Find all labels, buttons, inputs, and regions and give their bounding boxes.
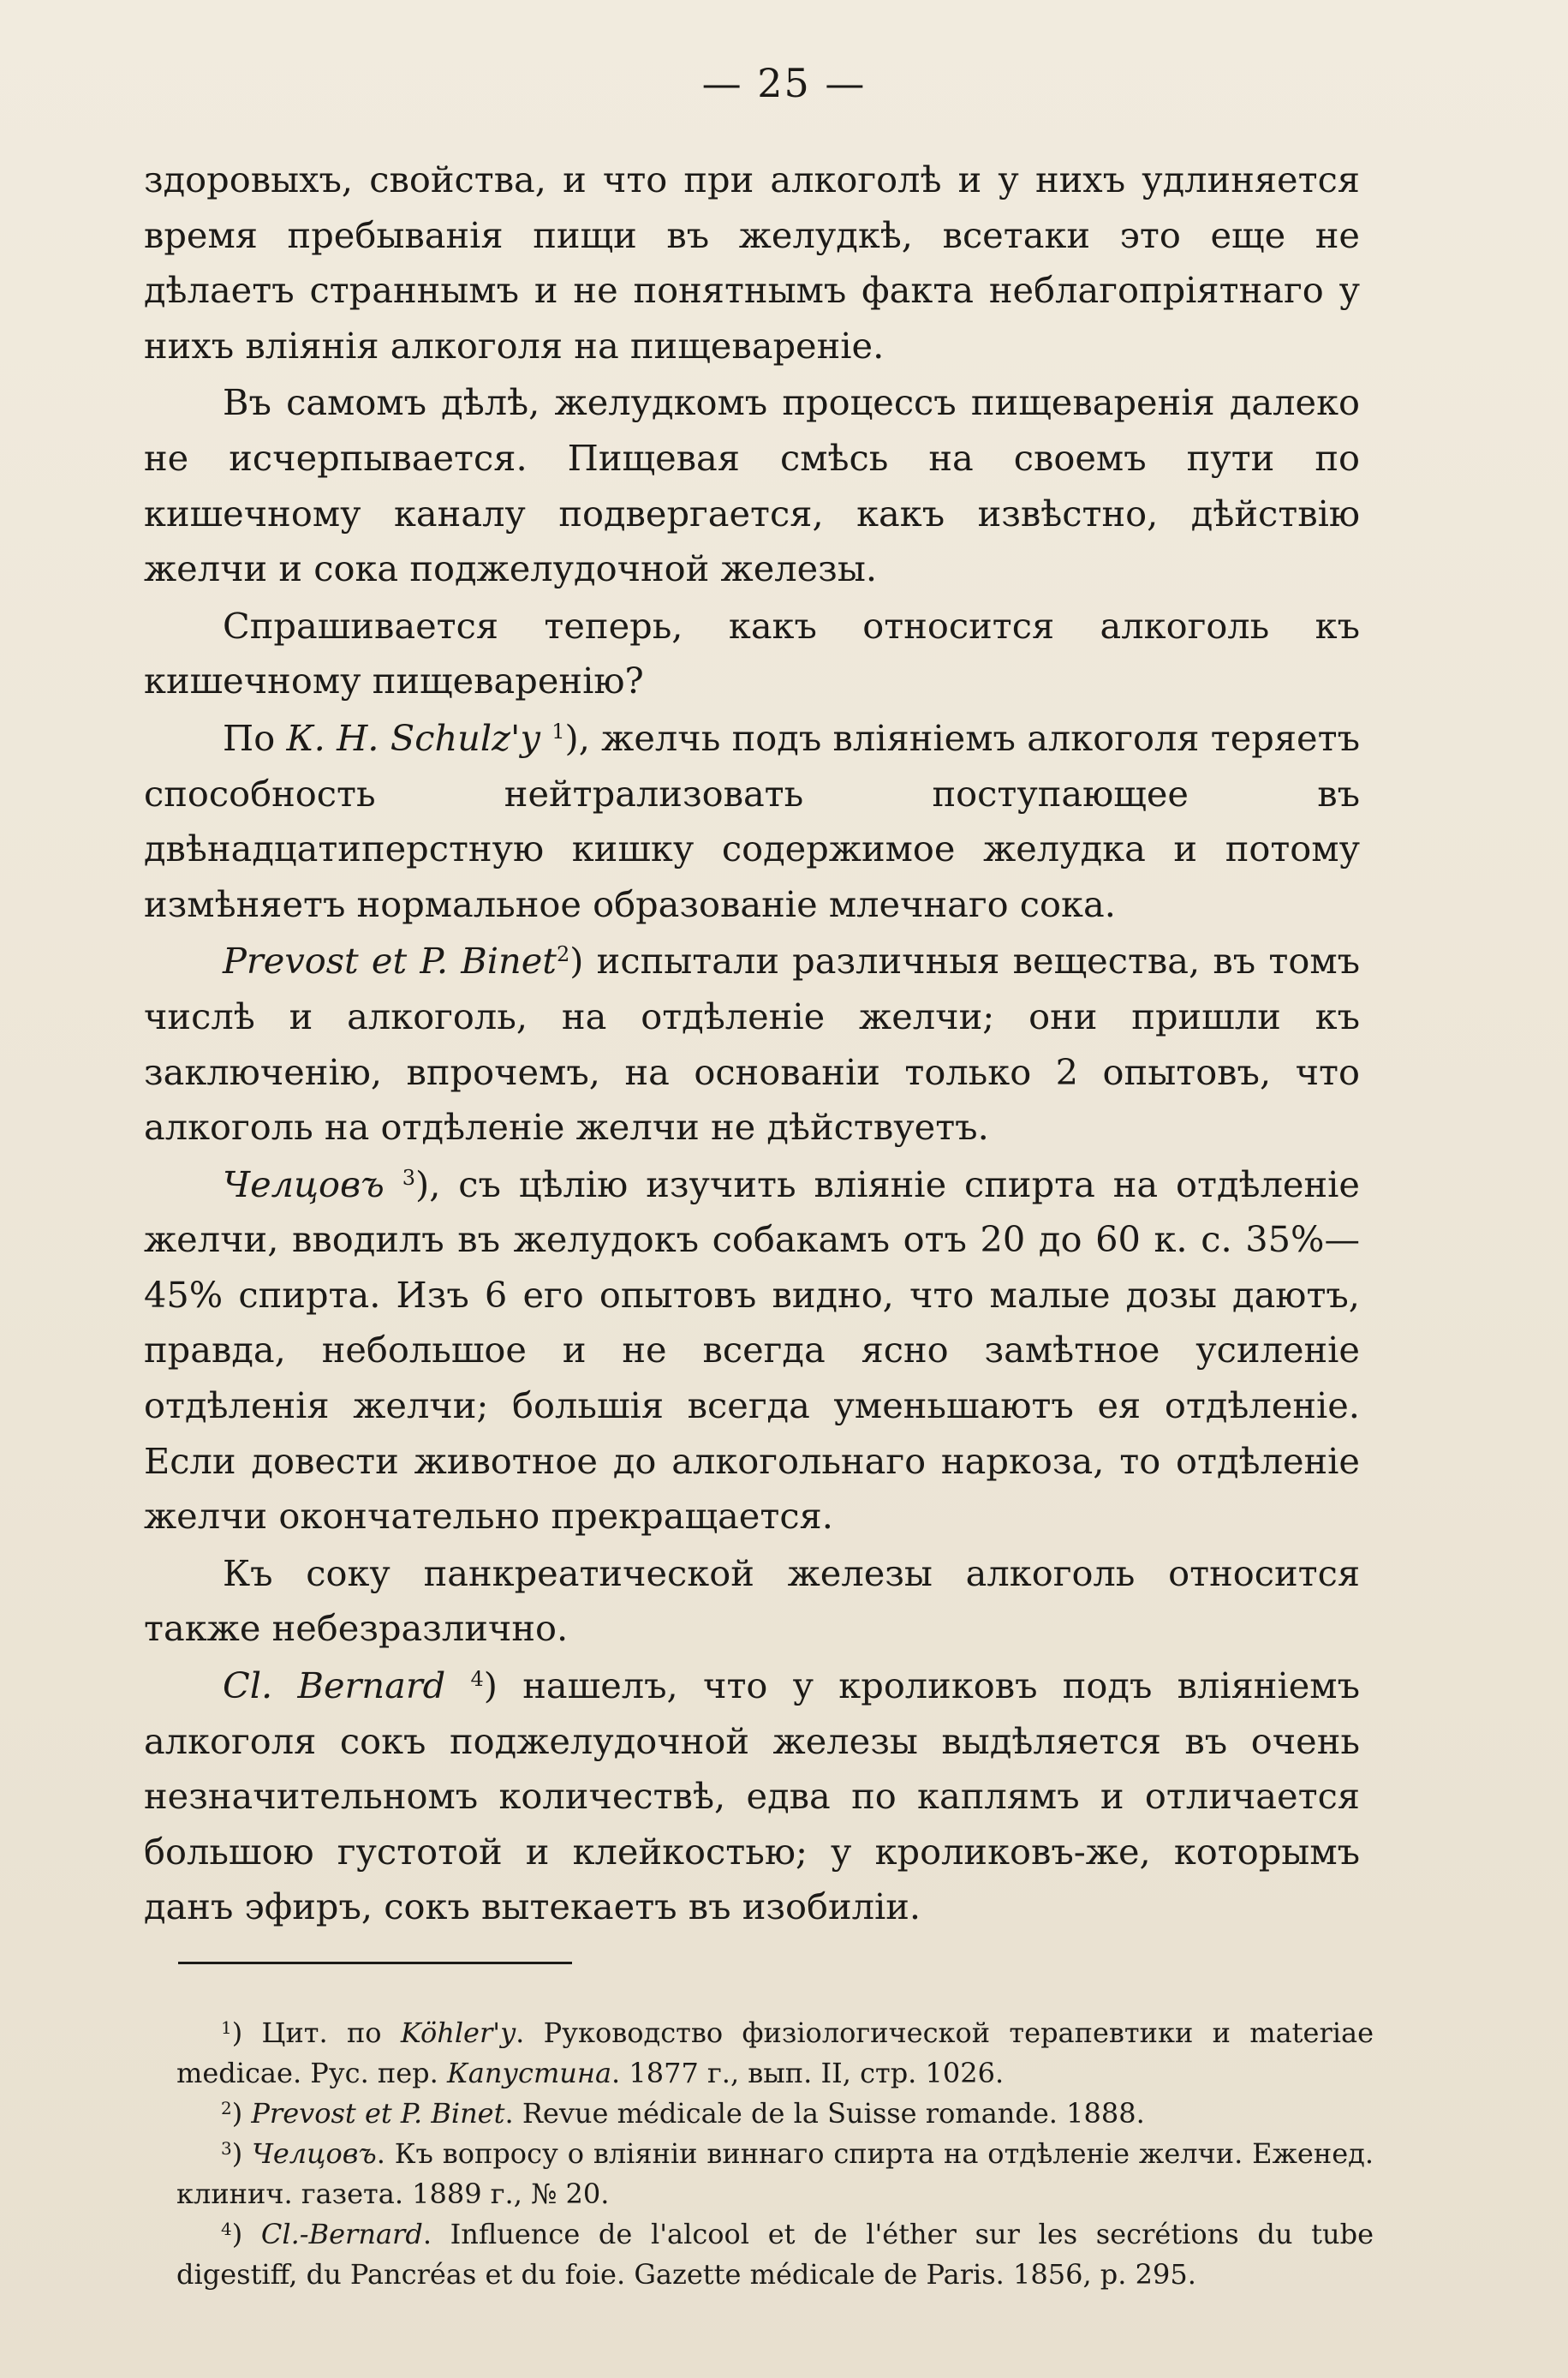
author-name: Prevost et P. Binet bbox=[223, 940, 557, 983]
footnote-divider bbox=[178, 1962, 572, 1964]
paragraph-text: ) нашелъ, что у кроликовъ подъ вліяніемъ алкоголя сокъ поджелудочной железы выдѣляется въ очень незначительномъ количествѣ, едва по каплямъ и отличается большою густотой и клейкостью; у кроликовъ-же, которымъ данъ эфиръ, сокъ вытекаетъ въ изобиліи. bbox=[144, 1664, 1360, 1928]
page-number: — 25 — bbox=[701, 60, 867, 106]
paragraph-continuation: здоровыхъ, свойства, и что при алкоголѣ и у нихъ удлиняется время пребыванія пищи въ желудкѣ, всетаки это еще не дѣлаетъ страннымъ и не понятнымъ факта неблагопріятнаго у нихъ вліянія алкоголя на пищевареніе. bbox=[144, 158, 1360, 367]
footnote-tail: . 1877 г., вып. II, стр. 1026. bbox=[611, 2057, 1005, 2089]
footnote-text: . Influence de l'alcool et de l'éther sur les secrétions du tube digestiff, du Pancréas et du foie. Gazette médicale de Paris. 1856, p. 295. bbox=[176, 2218, 1374, 2291]
footnote-4: $^4$) Cl.-Bernard. Influence de l'alcool et de l'éther sur les secrétions du tube digestiff, du Pancréas et du foie. Gazette médicale de Paris. 1856, p. 295. bbox=[176, 2218, 1374, 2291]
author-name: Cl. Bernard bbox=[223, 1664, 446, 1707]
footnote-marker: 3 bbox=[221, 2138, 232, 2159]
paragraph-prefix: По bbox=[223, 716, 287, 759]
paragraph: Въ самомъ дѣлѣ, желудкомъ процессъ пищеваренія далеко не исчерпывается. Пищевая смѣсь на своемъ пути по кишечному каналу подвергается, какъ извѣстно, дѣйствію желчи и сока поджелудочной железы. bbox=[144, 381, 1360, 590]
footnote-author: Челцовъ bbox=[252, 2137, 377, 2170]
footnote-translator: Капустина bbox=[447, 2057, 612, 2089]
paragraph-schulz bbox=[144, 711, 1360, 932]
footnote-ref: 1 bbox=[551, 719, 565, 744]
footnote-lead: Цит. по bbox=[261, 2017, 401, 2049]
author-name: К. Н. Schulz'y bbox=[286, 716, 540, 759]
footnote-author: Köhler'y bbox=[400, 2017, 516, 2049]
footnote-author: Cl.-Bernard bbox=[260, 2218, 423, 2250]
footnotes bbox=[176, 2013, 1374, 2295]
paragraph-cheltsov bbox=[144, 1157, 1360, 1545]
footnote-marker: 4 bbox=[221, 2219, 232, 2239]
paragraph-bernard bbox=[144, 1658, 1360, 1935]
footnote-ref: 3 bbox=[402, 1165, 416, 1190]
paragraph-prevost bbox=[144, 934, 1360, 1155]
paragraph-text: ), желчь подъ вліяніемъ алкоголя теряетъ способность нейтрализовать поступающее въ двѣнадцатиперстную кишку содержимое желудка и потому измѣняетъ нормальное образованіе млечнаго сока. bbox=[144, 716, 1360, 925]
footnote-text: . Руководство физіологической терапевтики и materiae medicae. Рус. пер. bbox=[176, 2017, 1374, 2089]
footnote-author: Prevost et P. Binet bbox=[251, 2097, 505, 2130]
author-name: Челцовъ bbox=[223, 1162, 385, 1205]
footnote-marker: 1 bbox=[221, 2017, 232, 2038]
footnote-1: $^1$) Цит. по Köhler'y. Руководство физіологической терапевтики и materiae medicae. Рус. пер. Капустина. 1877 г., вып. II, стр. 1026. bbox=[176, 2017, 1374, 2089]
footnote-marker: 2 bbox=[221, 2098, 232, 2118]
footnote-ref: 2 bbox=[557, 942, 570, 967]
paragraph-text: ) испытали различныя вещества, въ томъ числѣ и алкоголь, на отдѣленіе желчи; они пришли къ заключенію, впрочемъ, на основаніи только 2 опытовъ, что алкоголь на отдѣленіе желчи не дѣйствуетъ. bbox=[144, 940, 1360, 1149]
paragraph: Спрашивается теперь, какъ относится алкоголь къ кишечному пищеваренію? bbox=[144, 604, 1360, 702]
footnote-2: $^2$) Prevost et P. Binet. Revue médicale de la Suisse romande. 1888. bbox=[221, 2097, 1145, 2130]
footnote-text: . Къ вопросу о вліяніи виннаго спирта на отдѣленіе желчи. Еженед. клинич. газета. 1889 г., № 20. bbox=[176, 2137, 1374, 2210]
paragraph-text: ), съ цѣлію изучить вліяніе спирта на отдѣленіе желчи, вводилъ въ желудокъ собакамъ отъ 20 до 60 к. с. 35%—45% спирта. Изъ 6 его опытовъ видно, что малые дозы даютъ, правда, небольшое и не всегда ясно замѣтное усиленіе отдѣленія желчи; большія всегда уменьшаютъ ея отдѣленіе. Если довести животное до алкогольнаго наркоза, то отдѣленіе желчи окончательно прекращается. bbox=[144, 1162, 1360, 1538]
footnote-text: . Revue médicale de la Suisse romande. 1888. bbox=[504, 2097, 1145, 2130]
footnote-3: $^3$) Челцовъ. Къ вопросу о вліяніи виннаго спирта на отдѣленіе желчи. Еженед. клинич. газета. 1889 г., № 20. bbox=[176, 2137, 1374, 2210]
paragraph: Къ соку панкреатической железы алкоголь относится также небезразлично. bbox=[144, 1551, 1360, 1650]
footnote-ref: 4 bbox=[470, 1667, 484, 1692]
body-text bbox=[144, 152, 1360, 1935]
